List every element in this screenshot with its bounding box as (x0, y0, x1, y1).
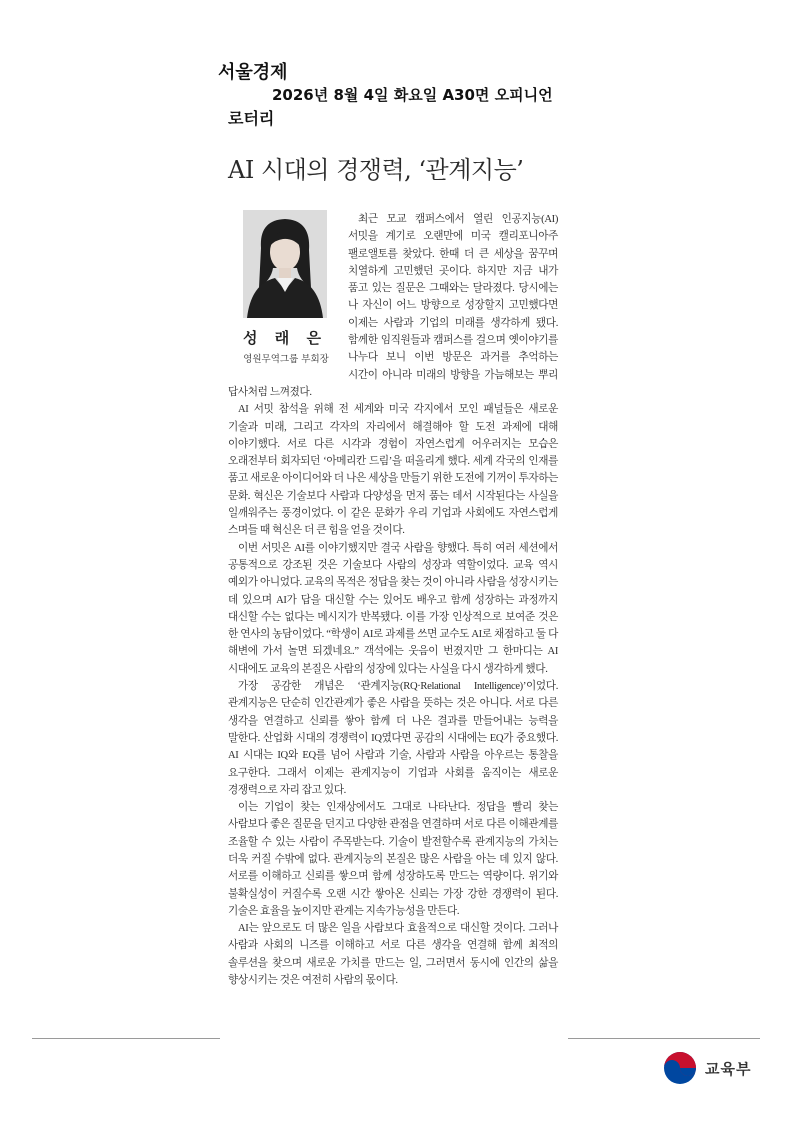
article-paragraph-5: 이는 기업이 찾는 인재상에서도 그대로 나타난다. 정답을 빨리 찾는 사람보다 좋은 질문을 던지고 다양한 관점을 연결하며 서로 다른 이해관계를 조율할 수 있는 사람이 주목받는다. 기술이 발전할수록 관계지능의 가치는 더욱 커질 수밖에 없다. 관계지능의 본질은 많은 사람을 아는 데 있지 않다. 서로를 이해하고 신뢰를 쌓으며 함께 성장하도록 만드는 역량이다. 위기와 불확실성이 커질수록 오랜 시간 쌓아온 신뢰는 가장 강한 경쟁력이 된다. 기술은 효율을 높이지만 관계는 지속가능성을 만든다. (228, 802, 558, 917)
article-paragraph-4: 가장 공감한 개념은 ‘관계지능(RQ·Relational Intelligence)’이었다. 관계지능은 단순히 인간관계가 좋은 사람을 뜻하는 것은 아니다. 서로 다른 생각을 연결하고 신뢰를 쌓아 함께 더 나은 결과를 만들어내는 능력을 말한다. 산업화 시대의 경쟁력이 IQ였다면 공감의 시대에는 EQ가 중요했다. AI 시대는 IQ와 EQ를 넘어 사람과 기술, 사람과 사람을 아우르는 통찰을 요구한다. 그래서 이제는 관계지능이 기업과 사회를 움직이는 새로운 경쟁력으로 자리 잡고 있다. (228, 681, 558, 796)
section-name: 로터리 (228, 109, 275, 128)
author-title: 영원무역그룹 부회장 (243, 354, 329, 365)
article-paragraph-3: 이번 서밋은 AI를 이야기했지만 결국 사람을 향했다. 특히 여러 세션에서 공통적으로 강조된 것은 기술보다 사람의 성장과 역할이었다. 교육 역시 예외가 아니었다. 교육의 목적은 정답을 찾는 것이 아니라 사람을 성장시키는 데 있으며 AI가 답을 대신할 수는 있어도 배우고 함께 성장하는 과정까지 대신할 수는 없다는 메시지가 반복됐다. 이를 가장 인상적으로 보여준 것은 한 연사의 농담이었다. “학생이 AI로 과제를 쓰면 교수도 AI로 채점하고 둘 다 해변에 가서 놀면 되겠네요.” 객석에는 웃음이 번졌지만 그 한마디는 AI 시대에도 교육의 본질은 사람의 성장에 있다는 사실을 다시 생각하게 했다. (228, 542, 558, 675)
article-paragraph-2: AI 서밋 참석을 위해 전 세계와 미국 각지에서 모인 패널들은 새로운 기술과 미래, 그리고 각자의 자리에서 해결해야 할 도전 과제에 대해 이야기했다. 서로 다른 시각과 경험이 자연스럽게 어우러지는 모습은 오래전부터 회자되던 ‘아메리칸 드림’을 떠올리게 했다. 세계 각국의 인재를 품고 새로운 아이디어와 더 나은 세상을 만들기 위한 도전에 기꺼이 투자하는 문화. 혁신은 기술보다 사람과 다양성을 먼저 품는 데서 시작된다는 사실을 일깨워주는 풍경이었다. 이 같은 문화가 우리 기업과 사회에도 자연스럽게 스며들 때 혁신은 더 큰 힘을 얻을 것이다. (228, 404, 558, 537)
taegeuk-emblem-icon (662, 1050, 698, 1086)
article-headline: AI 시대의 경쟁력, ‘관계지능’ (228, 156, 524, 184)
article-paragraph-6: AI는 앞으로도 더 많은 일을 사람보다 효율적으로 대신할 것이다. 그러나 사람과 사회의 니즈를 이해하고 서로 다른 생각을 연결해 함께 최적의 솔루션을 찾으며 새로운 가치를 만드는 일, 그러면서 동시에 인간의 삶을 향상시키는 것은 여전히 사람의 몫이다. (228, 923, 558, 987)
footer-divider-left (32, 1038, 220, 1039)
author-name: 성 래 은 (243, 329, 327, 347)
publication-name: 서울경제 (218, 62, 288, 83)
ministry-logo-text: 교육부 (705, 1060, 752, 1078)
article-paragraph-1: 최근 모교 캠퍼스에서 열린 인공지능(AI) 서밋을 계기로 오랜만에 미국 캘리포니아주 팰로앨토를 찾았다. 한때 더 큰 세상을 꿈꾸며 치열하게 고민했던 곳이다. 하지만 지금 내가 품고 있는 질문은 그때와는 달라졌다. 당시에는 나 자신이 어느 방향으로 성장할지 고민했다면 이제는 사람과 기업의 미래를 생각하게 됐다. 함께한 임직원들과 캠퍼스를 걸으며 옛이야기를 나누다 보니 이번 방문은 과거를 추억하는 시간이 아니라 미래의 방향을 가늠해보는 뿌리 답사처럼 느껴졌다. (228, 214, 558, 398)
article-body (228, 211, 558, 989)
footer-divider-right (568, 1038, 760, 1039)
date-line: 2026년 8월 4일 화요일 A30면 오피니언 (272, 86, 553, 104)
